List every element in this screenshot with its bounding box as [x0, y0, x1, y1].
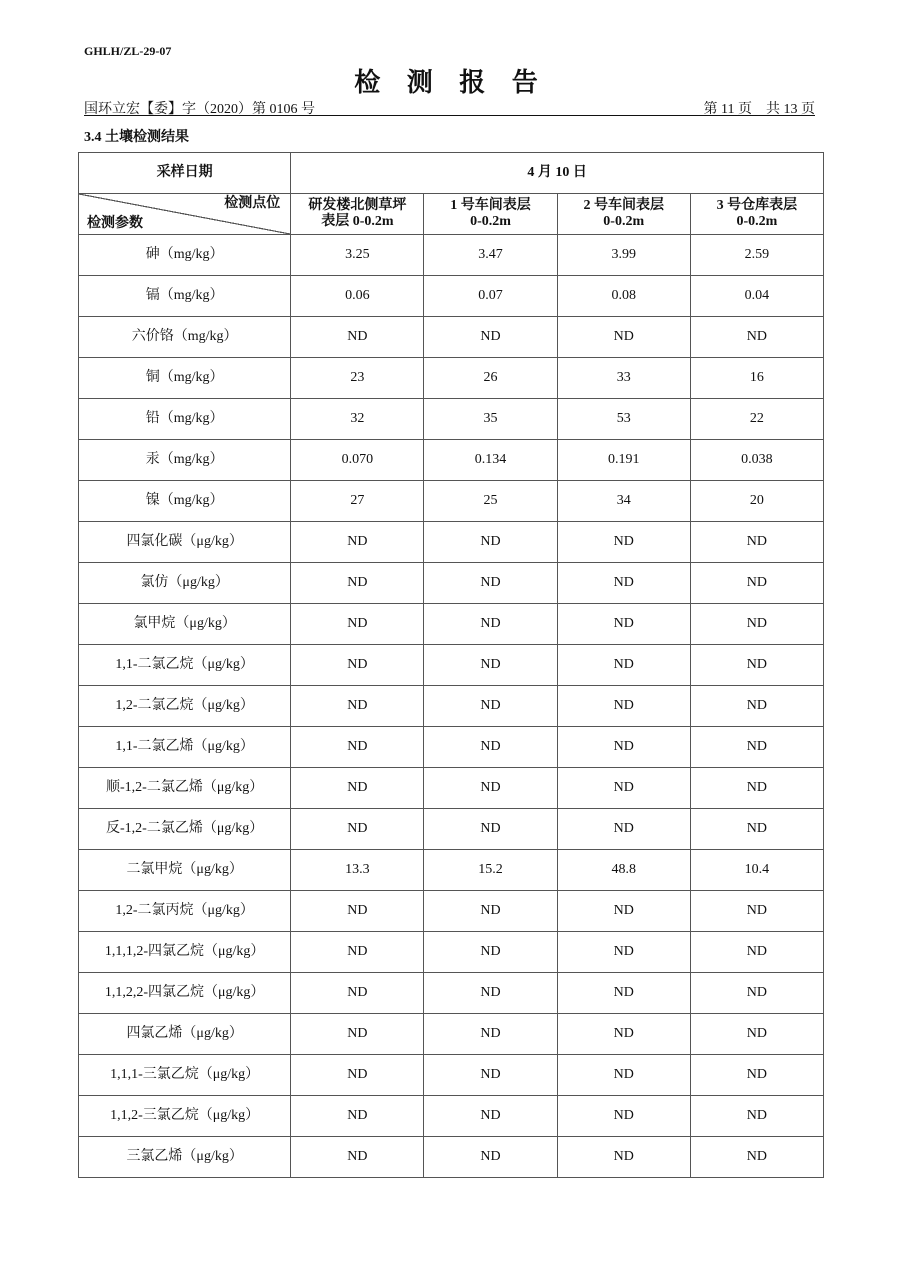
table-row	[79, 686, 824, 727]
location-depth: 0-0.2m	[736, 214, 778, 229]
table-row	[79, 1055, 824, 1096]
value-cell: ND	[424, 932, 557, 973]
diag-label-location: 检测点位	[224, 196, 281, 211]
value-cell: ND	[424, 1137, 557, 1178]
date-label: 采样日期	[79, 153, 291, 194]
value-cell: ND	[690, 1096, 823, 1137]
parameter-cell: 镉（mg/kg）	[79, 276, 291, 317]
table-row	[79, 932, 824, 973]
date-row	[79, 153, 824, 194]
table-row	[79, 645, 824, 686]
value-cell: ND	[690, 932, 823, 973]
value-cell: ND	[424, 563, 557, 604]
value-cell: ND	[690, 1014, 823, 1055]
parameter-cell: 砷（mg/kg）	[79, 235, 291, 276]
location-depth: 表层 0-0.2m	[321, 214, 394, 229]
value-cell: ND	[424, 973, 557, 1014]
value-cell: ND	[291, 317, 424, 358]
value-cell: 13.3	[291, 850, 424, 891]
value-cell: 0.191	[557, 440, 690, 481]
value-cell: ND	[424, 604, 557, 645]
value-cell: 3.99	[557, 235, 690, 276]
table-row	[79, 1137, 824, 1178]
location-name: 3 号仓库表层	[716, 198, 798, 213]
table-row	[79, 1014, 824, 1055]
value-cell: ND	[557, 1137, 690, 1178]
parameter-cell: 1,2-二氯乙烷（μg/kg）	[79, 686, 291, 727]
parameter-cell: 氯甲烷（μg/kg）	[79, 604, 291, 645]
location-name: 1 号车间表层	[450, 198, 531, 213]
value-cell: ND	[424, 1014, 557, 1055]
value-cell: 53	[557, 399, 690, 440]
table-row	[79, 235, 824, 276]
value-cell: 2.59	[690, 235, 823, 276]
value-cell: ND	[557, 317, 690, 358]
value-cell: ND	[291, 1014, 424, 1055]
value-cell: 26	[424, 358, 557, 399]
parameter-cell: 1,2-二氯丙烷（μg/kg）	[79, 891, 291, 932]
parameter-cell: 六价铬（mg/kg）	[79, 317, 291, 358]
value-cell: ND	[291, 768, 424, 809]
value-cell: ND	[690, 891, 823, 932]
value-cell: 48.8	[557, 850, 690, 891]
value-cell: ND	[291, 686, 424, 727]
value-cell: ND	[690, 809, 823, 850]
parameter-cell: 顺-1,2-二氯乙烯（μg/kg）	[79, 768, 291, 809]
section-title: 3.4 土壤检测结果	[84, 130, 189, 145]
soil-results-table	[78, 152, 824, 1178]
value-cell: 22	[690, 399, 823, 440]
table-row	[79, 1096, 824, 1137]
value-cell: ND	[424, 891, 557, 932]
location-header	[557, 194, 690, 235]
value-cell: ND	[291, 1096, 424, 1137]
location-header	[690, 194, 823, 235]
value-cell: 35	[424, 399, 557, 440]
parameter-cell: 铜（mg/kg）	[79, 358, 291, 399]
value-cell: ND	[291, 563, 424, 604]
value-cell: 0.08	[557, 276, 690, 317]
value-cell: ND	[690, 1055, 823, 1096]
parameter-cell: 铅（mg/kg）	[79, 399, 291, 440]
parameter-cell: 反-1,2-二氯乙烯（μg/kg）	[79, 809, 291, 850]
value-cell: 0.070	[291, 440, 424, 481]
value-cell: ND	[690, 563, 823, 604]
value-cell: ND	[424, 1055, 557, 1096]
table-row	[79, 604, 824, 645]
value-cell: ND	[557, 932, 690, 973]
table-row	[79, 809, 824, 850]
value-cell: 3.47	[424, 235, 557, 276]
location-name: 研发楼北侧草坪	[308, 198, 407, 213]
table-row	[79, 850, 824, 891]
parameter-cell: 二氯甲烷（μg/kg）	[79, 850, 291, 891]
value-cell: ND	[557, 563, 690, 604]
value-cell: ND	[291, 973, 424, 1014]
location-name: 2 号车间表层	[583, 198, 664, 213]
parameter-cell: 四氯化碳（μg/kg）	[79, 522, 291, 563]
value-cell: ND	[424, 1096, 557, 1137]
value-cell: 34	[557, 481, 690, 522]
location-depth: 0-0.2m	[603, 214, 645, 229]
diagonal-header-cell	[79, 194, 291, 235]
table-row	[79, 768, 824, 809]
parameter-cell: 镍（mg/kg）	[79, 481, 291, 522]
value-cell: ND	[291, 1137, 424, 1178]
parameter-cell: 汞（mg/kg）	[79, 440, 291, 481]
value-cell: ND	[690, 604, 823, 645]
report-title: 检 测 报 告	[354, 68, 548, 97]
value-cell: 23	[291, 358, 424, 399]
value-cell: ND	[690, 768, 823, 809]
value-cell: 10.4	[690, 850, 823, 891]
value-cell: 25	[424, 481, 557, 522]
value-cell: 32	[291, 399, 424, 440]
parameter-cell: 1,1-二氯乙烯（μg/kg）	[79, 727, 291, 768]
value-cell: 20	[690, 481, 823, 522]
value-cell: 0.04	[690, 276, 823, 317]
value-cell: ND	[557, 809, 690, 850]
parameter-cell: 1,1,2-三氯乙烷（μg/kg）	[79, 1096, 291, 1137]
date-value: 4 月 10 日	[291, 153, 824, 194]
value-cell: ND	[291, 932, 424, 973]
parameter-cell: 三氯乙烯（μg/kg）	[79, 1137, 291, 1178]
value-cell: ND	[424, 686, 557, 727]
parameter-cell: 四氯乙烯（μg/kg）	[79, 1014, 291, 1055]
value-cell: ND	[424, 522, 557, 563]
value-cell: ND	[557, 727, 690, 768]
parameter-cell: 1,1,1,2-四氯乙烷（μg/kg）	[79, 932, 291, 973]
value-cell: ND	[690, 686, 823, 727]
diag-label-parameter: 检测参数	[87, 216, 143, 231]
value-cell: ND	[557, 973, 690, 1014]
location-header-row	[79, 194, 824, 235]
value-cell: ND	[291, 1055, 424, 1096]
table-row	[79, 399, 824, 440]
value-cell: ND	[557, 686, 690, 727]
parameter-cell: 1,1,2,2-四氯乙烷（μg/kg）	[79, 973, 291, 1014]
value-cell: ND	[424, 727, 557, 768]
table-row	[79, 891, 824, 932]
location-depth: 0-0.2m	[470, 214, 511, 229]
parameter-cell: 氯仿（μg/kg）	[79, 563, 291, 604]
value-cell: ND	[690, 1137, 823, 1178]
report-reference: 国环立宏【委】字（2020）第 0106 号	[84, 102, 315, 117]
value-cell: ND	[424, 768, 557, 809]
table-row	[79, 276, 824, 317]
reference-line	[84, 98, 815, 116]
value-cell: ND	[690, 973, 823, 1014]
value-cell: ND	[291, 645, 424, 686]
value-cell: 33	[557, 358, 690, 399]
table-row	[79, 973, 824, 1014]
location-header	[424, 194, 557, 235]
parameter-cell: 1,1,1-三氯乙烷（μg/kg）	[79, 1055, 291, 1096]
value-cell: ND	[690, 522, 823, 563]
value-cell: 0.07	[424, 276, 557, 317]
table-row	[79, 317, 824, 358]
value-cell: ND	[291, 604, 424, 645]
value-cell: ND	[291, 809, 424, 850]
document-code: GHLH/ZL-29-07	[84, 44, 172, 58]
value-cell: ND	[557, 604, 690, 645]
value-cell: 0.038	[690, 440, 823, 481]
value-cell: ND	[291, 891, 424, 932]
value-cell: ND	[424, 809, 557, 850]
table-row	[79, 440, 824, 481]
value-cell: ND	[557, 1055, 690, 1096]
page-info: 第 11 页 共 13 页	[703, 102, 815, 117]
table-row	[79, 358, 824, 399]
location-header	[291, 194, 424, 235]
table-row	[79, 481, 824, 522]
value-cell: 0.134	[424, 440, 557, 481]
value-cell: ND	[424, 317, 557, 358]
value-cell: ND	[690, 727, 823, 768]
value-cell: ND	[690, 645, 823, 686]
value-cell: ND	[291, 727, 424, 768]
table-row	[79, 727, 824, 768]
value-cell: 16	[690, 358, 823, 399]
value-cell: 0.06	[291, 276, 424, 317]
value-cell: 27	[291, 481, 424, 522]
table-row	[79, 522, 824, 563]
value-cell: ND	[557, 645, 690, 686]
value-cell: ND	[557, 1014, 690, 1055]
value-cell: ND	[690, 317, 823, 358]
value-cell: ND	[557, 891, 690, 932]
value-cell: ND	[557, 522, 690, 563]
value-cell: ND	[291, 522, 424, 563]
value-cell: 15.2	[424, 850, 557, 891]
value-cell: 3.25	[291, 235, 424, 276]
value-cell: ND	[557, 768, 690, 809]
table-row	[79, 563, 824, 604]
parameter-cell: 1,1-二氯乙烷（μg/kg）	[79, 645, 291, 686]
value-cell: ND	[424, 645, 557, 686]
value-cell: ND	[557, 1096, 690, 1137]
